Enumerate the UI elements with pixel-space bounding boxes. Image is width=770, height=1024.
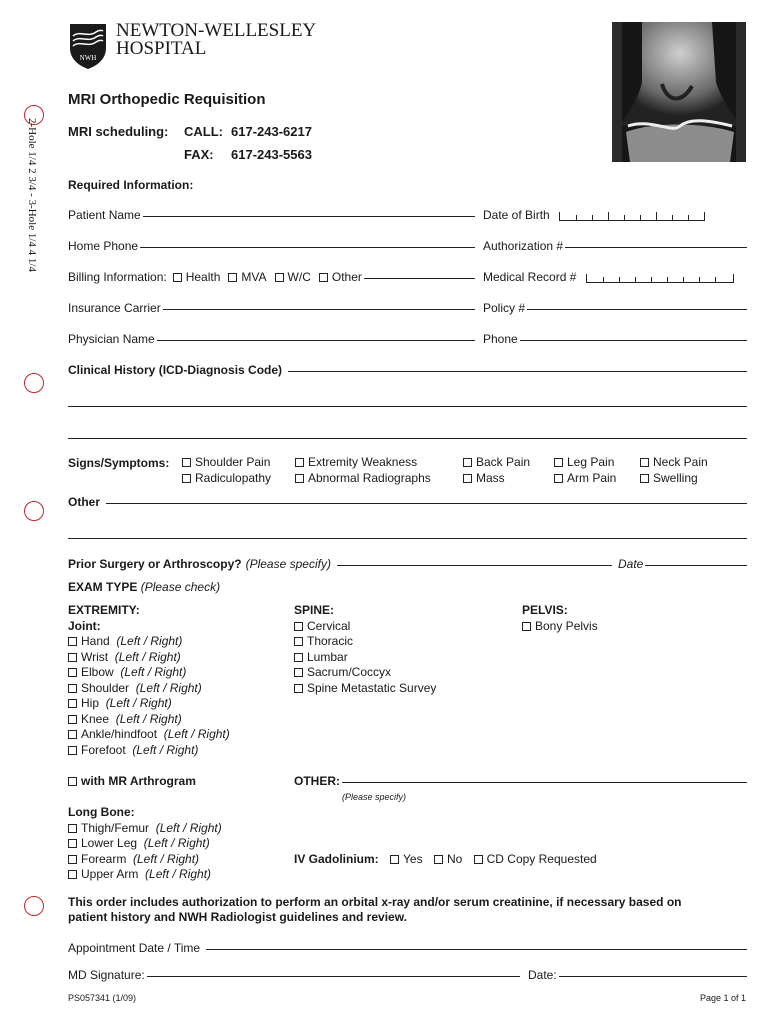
spine-section: [294, 603, 436, 696]
authorization-label: Authorization #: [483, 239, 564, 253]
dob-field[interactable]: [483, 208, 705, 222]
spine-sacrum-coccyx[interactable]: Sacrum/Coccyx: [294, 665, 436, 681]
dob-comb[interactable]: [559, 212, 705, 221]
hospital-name-line1: NEWTON-WELLESLEY: [116, 20, 317, 41]
symptoms-other-line-2[interactable]: [68, 538, 747, 539]
exam-other-hint: (Please specify): [342, 792, 407, 802]
spine-lumbar[interactable]: Lumbar: [294, 650, 436, 666]
iv-yes[interactable]: Yes: [390, 852, 423, 866]
checkbox[interactable]: [228, 273, 237, 282]
billing-other[interactable]: Other: [319, 270, 362, 284]
spine-heading: SPINE:: [294, 603, 335, 617]
form-title: MRI Orthopedic Requisition: [68, 91, 266, 108]
call-label: CALL:: [184, 124, 223, 139]
billing-info: [68, 270, 475, 284]
md-signature-field[interactable]: [68, 968, 520, 982]
medical-record-comb[interactable]: [586, 274, 734, 283]
physician-name-label: Physician Name: [68, 332, 155, 346]
authorization-note: This order includes authorization to perform an orbital x-ray and/or serum creatinine, if necessary based on patient history and NWH Radiologist guidelines and review.: [68, 895, 682, 924]
joint-knee[interactable]: Knee (Left / Right): [68, 712, 230, 728]
home-phone-label: Home Phone: [68, 239, 139, 253]
billing-label: Billing Information:: [68, 270, 167, 284]
symptoms-col4: [554, 455, 616, 486]
symptoms-col1: [182, 455, 271, 486]
clinical-history-field[interactable]: [68, 363, 747, 377]
clinical-history-label: Clinical History (ICD-Diagnosis Code): [68, 363, 283, 377]
cd-copy-requested[interactable]: CD Copy Requested: [474, 852, 597, 866]
checkbox[interactable]: [319, 273, 328, 282]
pelvis-section: [522, 603, 598, 634]
extremity-heading: EXTREMITY:: [68, 603, 140, 617]
mr-arthrogram-option[interactable]: with MR Arthrogram: [68, 774, 196, 788]
billing-mva[interactable]: MVA: [228, 270, 266, 284]
symptoms-other-label: Other: [68, 495, 101, 509]
prior-surgery-hint: (Please specify): [245, 557, 331, 571]
exam-type-heading: EXAM TYPE (Please check): [68, 580, 221, 594]
symptom-abnormal-radiographs[interactable]: Abnormal Radiographs: [295, 471, 431, 487]
pelvis-heading: PELVIS:: [522, 603, 568, 617]
joint-elbow[interactable]: Elbow (Left / Right): [68, 665, 230, 681]
long-bone-heading: Long Bone:: [68, 805, 135, 819]
symptoms-col3: [463, 455, 530, 486]
symptoms-other-field[interactable]: [68, 495, 747, 509]
signature-date-field[interactable]: [528, 968, 747, 982]
billing-wc[interactable]: W/C: [275, 270, 311, 284]
pelvis-bony[interactable]: Bony Pelvis: [522, 619, 598, 635]
symptom-neck-pain[interactable]: Neck Pain: [640, 455, 708, 471]
long-bone-forearm[interactable]: Forearm (Left / Right): [68, 852, 222, 868]
exam-other-field[interactable]: [294, 774, 747, 788]
knee-mri-image: [612, 22, 746, 162]
symptom-shoulder-pain[interactable]: Shoulder Pain: [182, 455, 271, 471]
svg-text:NWH: NWH: [79, 54, 97, 62]
physician-name-field[interactable]: [68, 332, 475, 346]
spine-metastatic-survey[interactable]: Spine Metastatic Survey: [294, 681, 436, 697]
extremity-section: [68, 603, 230, 758]
dob-label: Date of Birth: [483, 208, 550, 222]
long-bone-thigh-femur[interactable]: Thigh/Femur (Left / Right): [68, 821, 222, 837]
symptoms-col2: [295, 455, 431, 486]
call-number: 617-243-6217: [231, 124, 312, 139]
symptom-back-pain[interactable]: Back Pain: [463, 455, 530, 471]
iv-gadolinium-label: IV Gadolinium:: [294, 852, 379, 866]
medical-record-label: Medical Record #: [483, 270, 577, 284]
punch-hole-4: [24, 896, 44, 916]
phone-label: Phone: [483, 332, 518, 346]
joint-hand[interactable]: Hand (Left / Right): [68, 634, 230, 650]
insurance-carrier-field[interactable]: [68, 301, 475, 315]
patient-name-label: Patient Name: [68, 208, 141, 222]
long-bone-lower-leg[interactable]: Lower Leg (Left / Right): [68, 836, 222, 852]
scheduling-label: MRI scheduling:: [68, 124, 169, 139]
checkbox[interactable]: [173, 273, 182, 282]
insurance-carrier-label: Insurance Carrier: [68, 301, 161, 315]
checkbox[interactable]: [275, 273, 284, 282]
clinical-history-line-3[interactable]: [68, 438, 747, 439]
joint-shoulder[interactable]: Shoulder (Left / Right): [68, 681, 230, 697]
spine-cervical[interactable]: Cervical: [294, 619, 436, 635]
joint-wrist[interactable]: Wrist (Left / Right): [68, 650, 230, 666]
punch-hole-3: [24, 501, 44, 521]
medical-record-field[interactable]: [483, 270, 734, 284]
prior-surgery-label: Prior Surgery or Arthroscopy?: [68, 557, 242, 571]
symptom-radiculopathy[interactable]: Radiculopathy: [182, 471, 271, 487]
shield-icon: [68, 22, 108, 70]
patient-name-field[interactable]: [68, 208, 475, 222]
spine-thoracic[interactable]: Thoracic: [294, 634, 436, 650]
hospital-name-line2: HOSPITAL: [116, 38, 207, 59]
hole-punch-note: 2-Hole 1/4 2 3/4 - 3-Hole 1/4 4 1/4: [26, 118, 38, 272]
clinical-history-line-2[interactable]: [68, 406, 747, 407]
joint-ankle-hindfoot[interactable]: Ankle/hindfoot (Left / Right): [68, 727, 230, 743]
billing-other-line[interactable]: [364, 278, 475, 279]
symptoms-label: Signs/Symptoms:: [68, 456, 170, 470]
joint-heading: Joint:: [68, 618, 101, 633]
symptom-extremity-weakness[interactable]: Extremity Weakness: [295, 455, 431, 471]
authorization-field[interactable]: [483, 239, 747, 253]
joint-hip[interactable]: Hip (Left / Right): [68, 696, 230, 712]
phone-field[interactable]: [483, 332, 747, 346]
symptoms-col5: [640, 455, 708, 486]
fax-label: FAX:: [184, 147, 214, 162]
hospital-name: [116, 22, 316, 58]
policy-field[interactable]: [483, 301, 747, 315]
prior-date-field[interactable]: [618, 557, 747, 571]
page-number: Page 1 of 1: [700, 993, 747, 1003]
fax-number: 617-243-5563: [231, 147, 312, 162]
billing-health[interactable]: Health: [173, 270, 221, 284]
signature-date-label: Date:: [528, 968, 557, 982]
policy-label: Policy #: [483, 301, 526, 315]
appointment-field[interactable]: [68, 941, 747, 955]
joint-forefoot[interactable]: Forefoot (Left / Right): [68, 743, 230, 759]
appointment-label: Appointment Date / Time: [68, 941, 201, 955]
symptom-mass[interactable]: Mass: [463, 471, 530, 487]
prior-date-label: Date: [618, 557, 644, 571]
iv-no[interactable]: No: [434, 852, 462, 866]
required-heading: Required Information:: [68, 178, 194, 192]
symptom-arm-pain[interactable]: Arm Pain: [554, 471, 616, 487]
punch-hole-2: [24, 373, 44, 393]
md-signature-label: MD Signature:: [68, 968, 145, 982]
symptom-swelling[interactable]: Swelling: [640, 471, 708, 487]
prior-surgery-field[interactable]: [68, 557, 612, 571]
long-bone-upper-arm[interactable]: Upper Arm (Left / Right): [68, 867, 222, 883]
long-bone-section: [68, 805, 222, 883]
symptom-leg-pain[interactable]: Leg Pain: [554, 455, 616, 471]
iv-gadolinium: [294, 852, 597, 866]
home-phone-field[interactable]: [68, 239, 475, 253]
hospital-logo: [68, 22, 108, 75]
exam-other-label: OTHER:: [294, 774, 340, 788]
form-code: PS057341 (1/09): [68, 993, 137, 1003]
